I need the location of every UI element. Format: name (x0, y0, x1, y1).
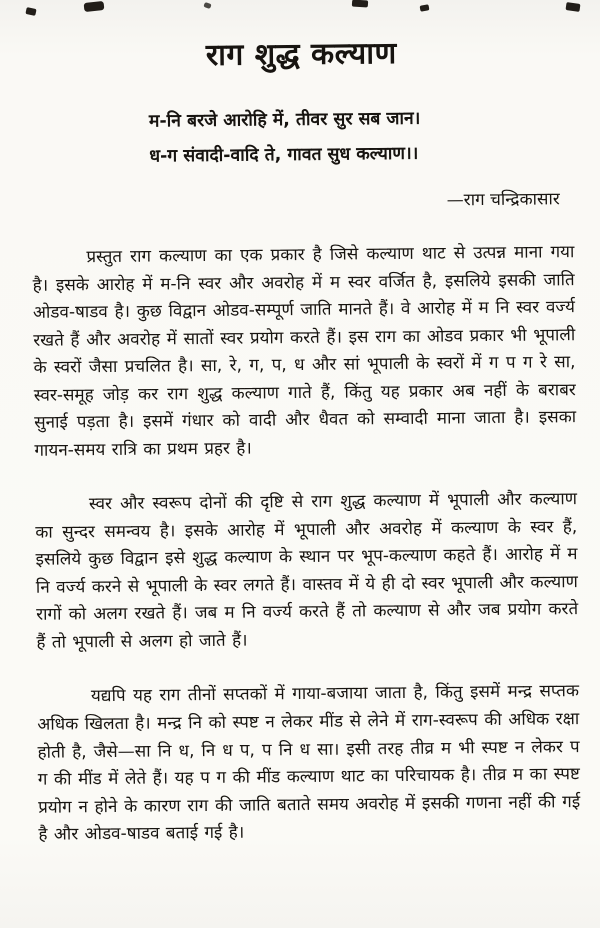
opening-verse (149, 100, 574, 174)
verse-line-2: ध-ग संवादी-वादि ते, गावत सुध कल्याण।। (149, 143, 419, 167)
scan-artifact (84, 1, 105, 12)
scan-artifact (420, 4, 430, 11)
scan-artifact (203, 2, 211, 9)
verse-attribution: —राग चन्द्रिकासार (446, 189, 560, 211)
paragraph-1: प्रस्तुत राग कल्याण का एक प्रकार है जिसे कल्याण थाट से उत्पन्न माना गया है। इसके आरोह में म-नि स्वर और अवरोह में म स्वर वर्जित है, इसलिये इसकी जाति ओडव-षाडव है। कुछ विद्वान ओडव-सम्पूर्ण जाति मानते हैं। वे आरोह में म नि स्वर वर्ज्य रखते हैं और अवरोह में सातों स्वर प्रयोग करते हैं। इस राग का ओडव प्रकार भी भूपाली के स्वरों जैसा प्रचलित है। सा, रे, ग, प, ध और सां भूपाली के स्वरों में ग प ग रे सा, स्वर-समूह जोड़ कर राग शुद्ध कल्याण गाते हैं, किंतु यह प्रकार अब नहीं के बराबर सुनाई पड़ता है। इसमें गंधार को वादी और धैवत को सम्वादी माना जाता है। इसका गायन-समय रात्रि का प्रथम प्रहर है। (32, 242, 577, 461)
paragraph-2: स्वर और स्वरूप दोनों की दृष्टि से राग शुद्ध कल्याण में भूपाली और कल्याण का सुन्दर समन्वय है। इसके आरोह में भूपाली और अवरोह में कल्याण के स्वर हैं, इसलिये कुछ विद्वान इसे शुद्ध कल्याण के स्थान पर भूप-कल्याण कहते हैं। आरोह में म नि वर्ज्य करने से भूपाली के स्वर लगते हैं। वास्तव में ये ही दो स्वर भूपाली और कल्याण रागों को अलग रखते हैं। जब म नि वर्ज्य करते हैं तो कल्याण से और जब प्रयोग करते हैं तो भूपाली से अलग हो जाते हैं। (35, 489, 579, 653)
page-content (30, 23, 581, 876)
scan-artifact (566, 2, 581, 12)
scan-artifact (25, 7, 36, 16)
page-title: राग शुद्ध कल्याण (205, 36, 397, 73)
scan-artifact (352, 0, 368, 8)
verse-line-1: म-नि बरजे आरोहि में, तीवर सुर सब जान। (148, 108, 421, 132)
paragraph-3: यद्यपि यह राग तीनों सप्तकों में गाया-बजाया जाता है, किंतु इसमें मन्द्र सप्तक अधिक खिलता है। मन्द्र नि को स्पष्ट न लेकर मींड से लेने में राग-स्वरूप की अधिक रक्षा होती है, जैसे—सा नि ध, नि ध प, प नि ध सा। इसी तरह तीव्र म भी स्पष्ट न लेकर प ग की मींड में लेते हैं। यह प ग की मींड कल्याण थाट का परिचायक है। तीव्र म का स्पष्ट प्रयोग न होने के कारण राग की जाति बताते समय अवरोह में इसकी गणना नहीं की गई है और ओडव-षाडव बताई गई है। (37, 681, 581, 845)
